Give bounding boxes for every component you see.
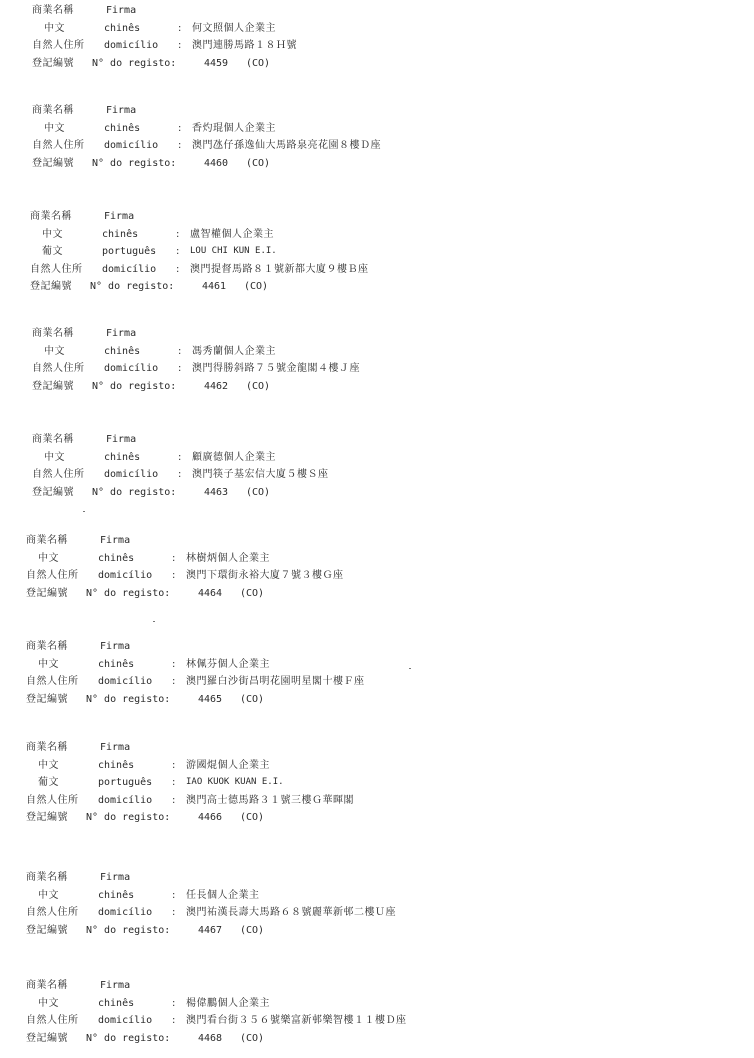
heading-label-cn: 商業名稱 — [32, 328, 74, 339]
chinese-label-pt: chinês — [98, 552, 135, 564]
registo-code: (CO) — [246, 380, 271, 392]
registo-number: 4459 — [204, 57, 229, 69]
domicile-label-cn: 自然人住所 — [26, 1015, 79, 1026]
registo-code: (CO) — [240, 693, 265, 705]
domicile-label-pt: domicílio — [104, 140, 159, 151]
registo-number: 4467 — [198, 924, 223, 936]
chinese-name-value: 香灼琨個人企業主 — [192, 122, 276, 134]
domicile-value: 澳門連勝馬路１８Ｈ號 — [192, 40, 297, 51]
registo-label-pt: N° do registo: — [92, 157, 177, 169]
heading-label-cn: 商業名稱 — [26, 872, 68, 883]
registo-code: (CO) — [246, 486, 271, 498]
heading-label-cn: 商業名稱 — [32, 5, 74, 16]
colon: : — [172, 777, 176, 788]
heading-label-pt: Firma — [100, 641, 131, 652]
heading-label-pt: Firma — [106, 434, 137, 445]
portuguese-label-pt: português — [102, 246, 157, 257]
colon: : — [178, 140, 182, 151]
registo-code: (CO) — [240, 812, 265, 823]
colon: : — [176, 246, 180, 257]
colon: : — [172, 1015, 176, 1026]
portuguese-name-value: LOU CHI KUN E.I. — [190, 246, 277, 256]
domicile-value: 澳門羅白沙街昌明花園明星閣十樓Ｆ座 — [186, 676, 365, 687]
chinese-name-value: 顧廣德個人企業主 — [192, 451, 276, 463]
heading-label-pt: Firma — [100, 980, 131, 991]
chinese-label-cn: 中文 — [44, 22, 65, 34]
registo-label-pt: N° do registo: — [92, 57, 177, 69]
domicile-label-pt: domicílio — [98, 794, 153, 806]
heading-label-pt: Firma — [106, 5, 137, 16]
domicile-label-pt: domicílio — [104, 40, 159, 51]
registo-label-pt: N° do registo: — [92, 486, 177, 498]
registo-number: 4464 — [198, 587, 223, 599]
colon: : — [172, 552, 176, 564]
heading-label-pt: Firma — [100, 535, 131, 546]
chinese-name-value: 何文照個人企業主 — [192, 22, 276, 34]
heading-label-cn: 商業名稱 — [30, 211, 72, 222]
colon: : — [176, 228, 180, 240]
registo-number: 4468 — [198, 1032, 223, 1044]
registo-number: 4465 — [198, 693, 223, 705]
domicile-label-pt: domicílio — [104, 469, 159, 480]
portuguese-name-value: IAO KUOK KUAN E.I. — [186, 777, 284, 787]
chinese-label-pt: chinês — [98, 889, 135, 901]
colon: : — [178, 345, 182, 357]
domicile-value: 澳門祐漢長壽大馬路６８號麗華新邨二樓Ｕ座 — [186, 907, 396, 918]
colon: : — [172, 889, 176, 901]
registo-code: (CO) — [240, 924, 265, 936]
domicile-value: 澳門下環街永裕大廈７號３樓Ｇ座 — [186, 570, 344, 581]
chinese-label-cn: 中文 — [38, 552, 59, 564]
chinese-name-value: 林佩芬個人企業主 — [186, 658, 270, 670]
registo-number: 4463 — [204, 486, 229, 498]
heading-label-pt: Firma — [106, 105, 137, 116]
heading-label-cn: 商業名稱 — [32, 434, 74, 445]
colon: : — [178, 469, 182, 480]
colon: : — [172, 759, 176, 771]
domicile-label-pt: domicílio — [98, 1015, 153, 1026]
registo-label-cn: 登記編號 — [26, 1032, 68, 1044]
colon: : — [172, 570, 176, 581]
chinese-label-pt: chinês — [102, 228, 139, 240]
colon: : — [172, 997, 176, 1009]
chinese-label-cn: 中文 — [38, 997, 59, 1009]
chinese-label-pt: chinês — [104, 345, 141, 357]
registo-number: 4466 — [198, 812, 223, 823]
registo-number: 4461 — [202, 281, 227, 292]
domicile-value: 澳門氹仔孫逸仙大馬路泉亮花園８樓Ｄ座 — [192, 140, 381, 151]
domicile-value: 澳門高士德馬路３１號三樓Ｇ華暉閣 — [186, 794, 354, 806]
portuguese-label-pt: português — [98, 777, 153, 788]
chinese-name-value: 盧智權個人企業主 — [190, 228, 274, 240]
domicile-label-cn: 自然人住所 — [26, 907, 79, 918]
registo-code: (CO) — [240, 1032, 265, 1044]
heading-label-cn: 商業名稱 — [26, 535, 68, 546]
domicile-value: 澳門看台街３５６號樂富新邨樂智樓１１樓Ｄ座 — [186, 1015, 407, 1026]
registo-label-pt: N° do registo: — [86, 587, 171, 599]
domicile-label-cn: 自然人住所 — [30, 263, 83, 275]
domicile-label-pt: domicílio — [104, 363, 159, 374]
registo-number: 4460 — [204, 157, 229, 169]
registo-label-pt: N° do registo: — [92, 380, 177, 392]
colon: : — [178, 363, 182, 374]
portuguese-label-cn: 葡文 — [38, 777, 59, 788]
heading-label-pt: Firma — [100, 872, 131, 883]
chinese-label-pt: chinês — [98, 759, 135, 771]
registo-label-cn: 登記編號 — [26, 693, 68, 705]
domicile-label-pt: domicílio — [98, 907, 153, 918]
chinese-label-cn: 中文 — [38, 658, 59, 670]
chinese-label-pt: chinês — [98, 658, 135, 670]
colon: : — [178, 451, 182, 463]
heading-label-pt: Firma — [104, 211, 135, 222]
registo-number: 4462 — [204, 380, 229, 392]
domicile-label-pt: domicílio — [98, 570, 153, 581]
registo-label-pt: N° do registo: — [86, 812, 171, 823]
registo-label-pt: N° do registo: — [86, 693, 171, 705]
domicile-label-cn: 自然人住所 — [32, 469, 85, 480]
chinese-label-cn: 中文 — [44, 345, 65, 357]
registo-code: (CO) — [240, 587, 265, 599]
portuguese-label-cn: 葡文 — [42, 246, 63, 257]
domicile-value: 澳門筷子基宏信大廈５樓Ｓ座 — [192, 469, 329, 480]
domicile-label-pt: domicílio — [98, 676, 153, 687]
colon: : — [172, 676, 176, 687]
registo-label-cn: 登記編號 — [26, 812, 68, 823]
registo-label-cn: 登記編號 — [32, 157, 74, 169]
heading-label-cn: 商業名稱 — [26, 980, 68, 991]
chinese-label-cn: 中文 — [44, 451, 65, 463]
registo-label-pt: N° do registo: — [86, 1032, 171, 1044]
domicile-value: 澳門得勝斜路７５號金龍閣４樓Ｊ座 — [192, 363, 360, 374]
chinese-name-value: 任長個人企業主 — [186, 889, 260, 901]
heading-label-cn: 商業名稱 — [26, 641, 68, 652]
chinese-label-pt: chinês — [104, 22, 141, 34]
colon: : — [176, 263, 180, 275]
registo-code: (CO) — [246, 57, 271, 69]
colon: : — [172, 658, 176, 670]
domicile-label-cn: 自然人住所 — [32, 363, 85, 374]
chinese-name-value: 林樹炳個人企業主 — [186, 552, 270, 564]
registo-label-cn: 登記編號 — [30, 281, 72, 292]
chinese-label-cn: 中文 — [42, 228, 63, 240]
domicile-label-cn: 自然人住所 — [32, 140, 85, 151]
domicile-label-cn: 自然人住所 — [32, 40, 85, 51]
registo-label-cn: 登記編號 — [26, 587, 68, 599]
domicile-label-cn: 自然人住所 — [26, 570, 79, 581]
colon: : — [172, 794, 176, 806]
colon: : — [178, 122, 182, 134]
heading-label-pt: Firma — [106, 328, 137, 339]
heading-label-pt: Firma — [100, 742, 131, 753]
chinese-label-pt: chinês — [98, 997, 135, 1009]
colon: : — [172, 907, 176, 918]
scan-speck — [409, 668, 411, 669]
domicile-label-pt: domicílio — [102, 263, 157, 275]
registo-code: (CO) — [246, 157, 271, 169]
heading-label-cn: 商業名稱 — [26, 742, 68, 753]
registo-label-pt: N° do registo: — [90, 281, 175, 292]
registo-label-cn: 登記編號 — [26, 924, 68, 936]
chinese-name-value: 馮秀蘭個人企業主 — [192, 345, 276, 357]
chinese-label-cn: 中文 — [38, 889, 59, 901]
chinese-name-value: 游國焜個人企業主 — [186, 759, 270, 771]
registo-label-cn: 登記編號 — [32, 57, 74, 69]
heading-label-cn: 商業名稱 — [32, 105, 74, 116]
chinese-label-pt: chinês — [104, 451, 141, 463]
domicile-value: 澳門提督馬路８１號新都大廈９樓Ｂ座 — [190, 263, 369, 275]
colon: : — [178, 40, 182, 51]
registo-label-cn: 登記編號 — [32, 380, 74, 392]
scan-speck — [153, 621, 155, 622]
registo-label-cn: 登記編號 — [32, 486, 74, 498]
chinese-label-pt: chinês — [104, 122, 141, 134]
registo-code: (CO) — [244, 281, 269, 292]
domicile-label-cn: 自然人住所 — [26, 794, 79, 806]
chinese-label-cn: 中文 — [38, 759, 59, 771]
colon: : — [178, 22, 182, 34]
chinese-name-value: 楊偉鵬個人企業主 — [186, 997, 270, 1009]
registo-label-pt: N° do registo: — [86, 924, 171, 936]
chinese-label-cn: 中文 — [44, 122, 65, 134]
scan-speck — [83, 511, 85, 512]
domicile-label-cn: 自然人住所 — [26, 676, 79, 687]
